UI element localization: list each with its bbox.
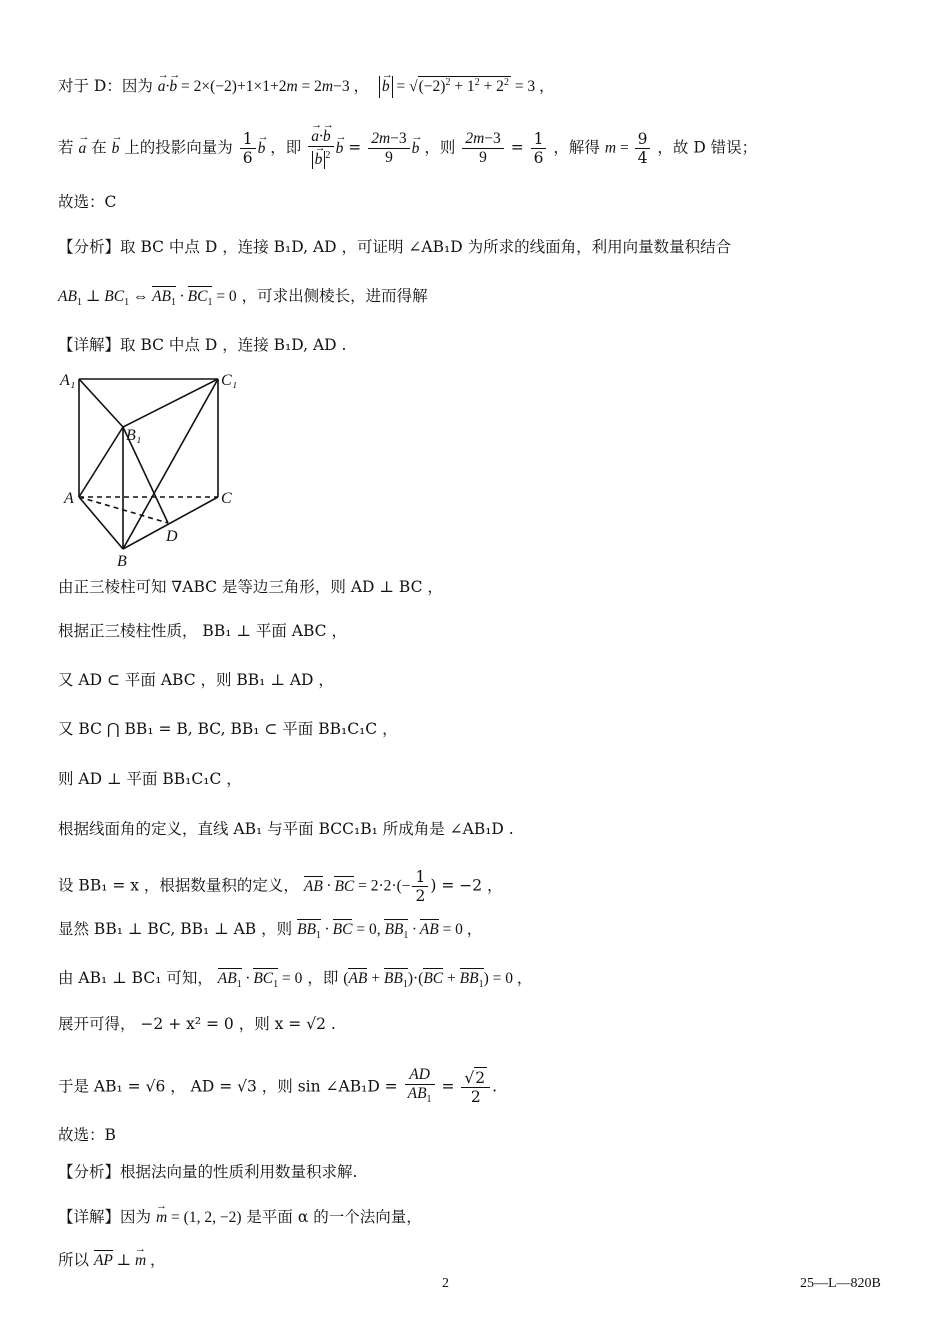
text: 取 BC 中点 D ，连接 B₁D, AD ，可证明 ∠AB₁D 为所求的线面角，利用向量数量积结合 xyxy=(120,238,732,256)
detail-tag: 【详解】 xyxy=(58,336,121,354)
text: 对于 D：因为 xyxy=(58,77,153,96)
edge-a1b1 xyxy=(79,379,123,427)
detail-line xyxy=(58,334,346,356)
text: 又 BC ⋂ BB₁ = B, BC, BB₁ ⊂ 平面 BB₁C₁C ， xyxy=(58,720,398,738)
dot-product-formula: → a·→ b = 2×(−2)+1×1+2m = 2m−3 ， xyxy=(158,78,373,95)
label-c1: C₁ xyxy=(221,372,238,389)
text: ，即 xyxy=(270,138,302,157)
text: 显然 BB₁ ⊥ BC, BB₁ ⊥ AB ，则 xyxy=(58,920,293,938)
label-d: D xyxy=(166,528,178,545)
text: ，故 D 错误； xyxy=(657,138,758,157)
bb1-dots: $BB_1$ · BC = 0, $BB_1$ · AB = 0 ， xyxy=(297,921,483,942)
vector-b: → b xyxy=(258,138,266,160)
analysis-line xyxy=(58,236,731,258)
projection-fraction: → a·→ b → b $^2$ xyxy=(308,128,333,169)
label-a1: A₁ xyxy=(60,372,76,389)
analysis-tag: 【分析】 xyxy=(58,238,121,256)
line-bb1-perp xyxy=(58,620,347,642)
text: 于是 AB₁ = √6 ， AD = √3 ，则 sin ∠AB₁D = xyxy=(58,1077,398,1096)
line-sin: 于是 AB₁ = √6 ， AD = √3 ，则 sin ∠AB₁D = $\frac{AD}{AB_1}$ = $\frac{√2}{2}$ . xyxy=(58,1066,497,1109)
text: 根据法向量的性质利用数量积求解. xyxy=(120,1163,358,1181)
label-b: B xyxy=(117,553,127,570)
line-from-perp xyxy=(58,967,532,996)
solution-m: m = xyxy=(604,139,633,157)
line-ad-subset xyxy=(58,669,334,691)
fraction-one-sixth: $\frac{1}{6}$ xyxy=(240,130,256,167)
text: 根据线面角的定义，直线 AB₁ 与平面 BCC₁B₁ 所成角是 ∠AB₁D . xyxy=(58,820,514,838)
edge-ab xyxy=(79,497,123,549)
text: ，解得 xyxy=(553,138,600,157)
text: ，可求出侧棱长，进而得解 xyxy=(241,287,428,305)
fraction-sqrt2-2: $\frac{√2}{2}$ xyxy=(461,1069,490,1106)
ap-perp-m: AP ⊥ → m ， xyxy=(94,1252,166,1269)
label-b1: B₁ xyxy=(126,427,142,444)
label-c: C xyxy=(221,490,232,507)
analysis-line-2 xyxy=(58,285,428,314)
text: 由正三棱柱可知 ∇ABC 是等边三角形，则 AD ⊥ BC ， xyxy=(58,578,443,596)
prism-diagram xyxy=(55,365,255,575)
analysis-tag: 【分析】 xyxy=(58,1163,121,1181)
line-so-ap-perp xyxy=(58,1249,166,1272)
ab-bc-dot: AB · BC = 2·2·(− xyxy=(303,877,411,895)
line-intersection xyxy=(58,718,398,740)
line-set-x: 设 BB₁ = x ，根据数量积的定义， AB · BC = 2·2·(− $\frac{1}{2}$ ) = −2 ， xyxy=(58,868,503,905)
document-code: 25—L—820B xyxy=(800,1276,881,1291)
text: 则 AD ⊥ 平面 BB₁C₁C ， xyxy=(58,770,242,788)
text: 所以 xyxy=(58,1251,90,1269)
equation-fraction: $\frac{2m-3}{9}$ xyxy=(462,130,503,167)
fraction-2m3-9: $\frac{2m-3}{9}$ xyxy=(368,130,409,167)
projection-line: 若 → a 在 → b 上的投影向量为 $\frac{1}{6}$ → b ，即 → a·→ b → b $^2$ → b = $\frac{2m-3}{9}$ → b ，则 $\frac{2m-3}{9}$ = $\frac{1}{6}$ ，解得 m = $\frac{9}{4}$ ，故 D 错误； xyxy=(58,128,757,169)
normal-vector: → m = (1, 2, −2) xyxy=(156,1209,242,1226)
text: 设 BB₁ = x ，根据数量积的定义， xyxy=(58,876,299,895)
text: 展开可得， −2 + x² = 0 ，则 x = √2 . xyxy=(58,1015,336,1033)
answer-c xyxy=(58,191,116,213)
text: 取 BC 中点 D ，连接 B₁D, AD . xyxy=(120,336,347,354)
text: 根据正三棱柱性质， BB₁ ⊥ 平面 ABC ， xyxy=(58,622,347,640)
answer-b xyxy=(58,1124,116,1146)
perpendicular-condition: $AB_1$ ⊥ $BC_1$ ⇔ $AB_1 \cdot BC_1 = 0$ xyxy=(58,288,237,309)
text: ，则 xyxy=(424,138,456,157)
solution-line-d-check xyxy=(58,72,555,98)
analysis-line-3 xyxy=(58,1161,357,1183)
text: 在 xyxy=(91,138,107,157)
text: 由 AB₁ ⊥ BC₁ 可知， xyxy=(58,969,213,987)
text: 故选：C xyxy=(58,193,117,211)
text: 是平面 α 的一个法向量， xyxy=(246,1208,422,1226)
line-obviously xyxy=(58,918,482,947)
fraction-ad-ab1: $\frac{AD}{AB_1}$ xyxy=(405,1066,435,1109)
ab1-bc1-dot: $AB_1 \cdot BC_1 = 0$ xyxy=(217,970,303,991)
line-equilateral xyxy=(58,576,443,598)
vector-a: → a xyxy=(78,138,86,160)
line-angle-def xyxy=(58,818,514,840)
expanded-dot: $(AB + BB_1)\cdot(BC + BB_1) = 0$ ， xyxy=(343,970,533,991)
edge-ab1 xyxy=(79,427,123,497)
text: 因为 xyxy=(120,1208,152,1226)
text: 故选：B xyxy=(58,1126,116,1144)
label-a: A xyxy=(64,490,74,507)
vector-b: → b xyxy=(112,138,120,160)
text: 又 AD ⊂ 平面 ABC ，则 BB₁ ⊥ AD ， xyxy=(58,671,334,689)
line-expand xyxy=(58,1013,336,1035)
page-number: 2 xyxy=(442,1276,449,1291)
text: ，即 xyxy=(307,969,339,987)
detail-tag: 【详解】 xyxy=(58,1208,121,1226)
detail-line-3 xyxy=(58,1206,422,1229)
norm-formula: → $b = √(-2)^2 + 1^2 + 2^2 = 3$ ， xyxy=(379,78,555,95)
line-ad-perp-plane xyxy=(58,768,242,790)
text: 若 xyxy=(58,138,74,157)
text: 上的投影向量为 xyxy=(124,138,233,157)
